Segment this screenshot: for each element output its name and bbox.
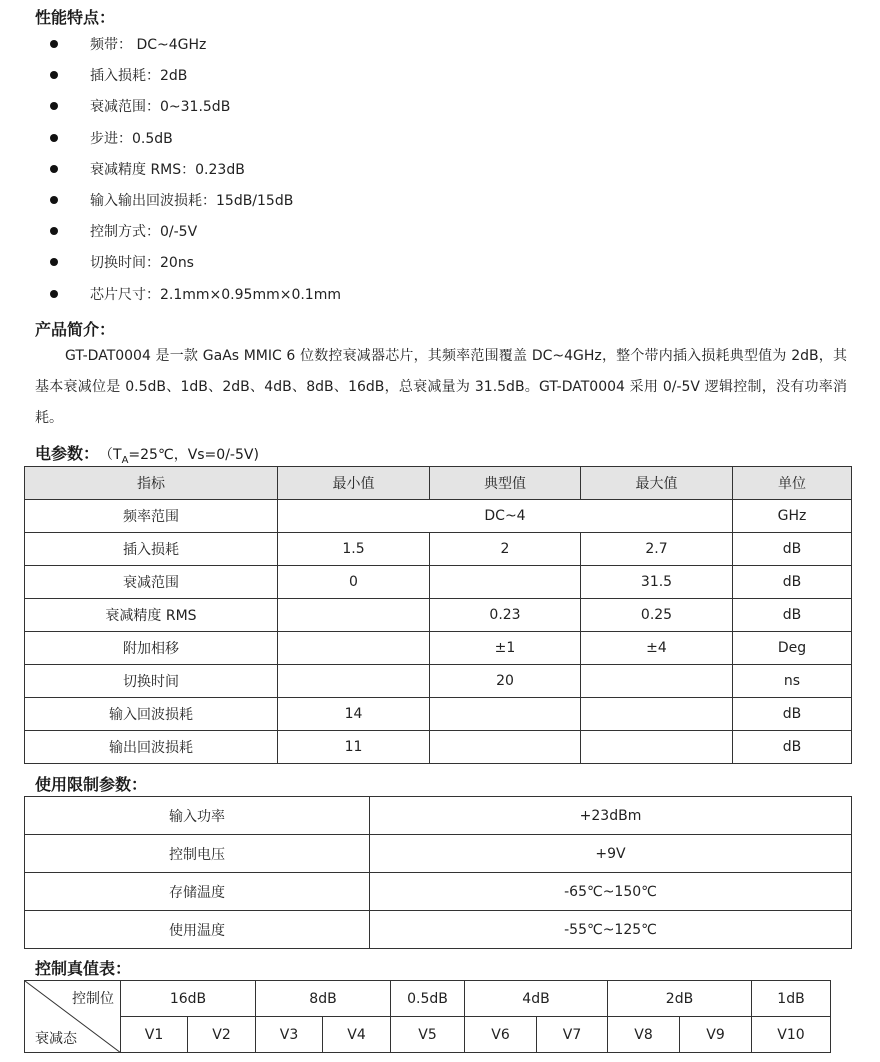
table-cell: dB xyxy=(733,731,852,764)
feature-item xyxy=(50,96,231,116)
feature-text: 切换时间：20ns xyxy=(90,255,194,272)
table-row xyxy=(25,500,852,533)
table-cell xyxy=(278,665,430,698)
table-cell: ±4 xyxy=(581,632,733,665)
control-line-cell: V1 xyxy=(121,1017,188,1053)
table-row xyxy=(25,731,852,764)
table-cell xyxy=(278,632,430,665)
bullet-icon xyxy=(50,165,58,173)
table-cell xyxy=(430,731,581,764)
table-cell: dB xyxy=(733,566,852,599)
table-cell: +9V xyxy=(370,835,852,873)
feature-item xyxy=(50,284,341,304)
electrical-conditions: （$T_A=25℃$，Vs=0/-5V) xyxy=(99,447,259,466)
table-cell: 衰减范围 xyxy=(25,566,278,599)
control-line-cell: V4 xyxy=(323,1017,391,1053)
feature-text: 插入损耗：2dB xyxy=(90,68,188,85)
bit-cell: 16dB xyxy=(121,981,256,1017)
feature-text: 控制方式：0/-5V xyxy=(90,224,198,241)
truth-table xyxy=(24,980,831,1053)
table-row xyxy=(25,566,852,599)
table-cell: ±1 xyxy=(430,632,581,665)
control-line-cell: V5 xyxy=(391,1017,465,1053)
control-line-cell: V6 xyxy=(465,1017,537,1053)
bullet-icon xyxy=(50,258,58,266)
table-row xyxy=(25,599,852,632)
table-cell xyxy=(581,665,733,698)
table-cell xyxy=(278,599,430,632)
control-line-cell: V2 xyxy=(188,1017,256,1053)
table-cell: -65℃~150℃ xyxy=(370,873,852,911)
control-line-cell: V9 xyxy=(680,1017,752,1053)
table-cell: 0.23 xyxy=(430,599,581,632)
feature-text: 步进：0.5dB xyxy=(90,130,173,147)
bit-cell: 2dB xyxy=(608,981,752,1017)
bullet-icon xyxy=(50,196,58,204)
table-cell xyxy=(581,698,733,731)
table-header-row xyxy=(25,467,852,500)
table-cell: 频率范围 xyxy=(25,500,278,533)
header-cell: 最大值 xyxy=(581,467,733,500)
bit-cell: 8dB xyxy=(256,981,391,1017)
table-cell: 衰减精度 RMS xyxy=(25,599,278,632)
feature-item xyxy=(50,128,173,148)
feature-item xyxy=(50,190,294,210)
intro-title: 产品简介： xyxy=(35,320,116,339)
feature-item xyxy=(50,34,207,54)
table-cell: DC~4 xyxy=(278,500,733,533)
truth-lines-row xyxy=(25,1017,831,1053)
table-row xyxy=(25,797,852,835)
table-cell: 2 xyxy=(430,533,581,566)
table-cell xyxy=(430,698,581,731)
electrical-table xyxy=(24,466,852,764)
table-cell: +23dBm xyxy=(370,797,852,835)
header-cell: 典型值 xyxy=(430,467,581,500)
corner-cell xyxy=(25,981,121,1053)
table-row xyxy=(25,533,852,566)
control-line-cell: V7 xyxy=(537,1017,608,1053)
feature-text: 衰减精度 RMS：0.23dB xyxy=(90,161,245,178)
table-cell: 31.5 xyxy=(581,566,733,599)
table-cell: 1.5 xyxy=(278,533,430,566)
truth-bits-row xyxy=(25,981,831,1017)
table-cell xyxy=(430,566,581,599)
intro-text: GT-DAT0004 是一款 GaAs MMIC 6 位数控衰减器芯片，其频率范围覆盖 DC~4GHz，整个带内插入损耗典型值为 2dB，其基本衰减位是 0.5dB、1dB、2dB、4dB、8dB、16dB，总衰减量为 31.5dB。GT-DAT0004 采用 0/-5V 逻辑控制，没有功率消耗。 xyxy=(35,348,847,426)
table-cell: 11 xyxy=(278,731,430,764)
table-row xyxy=(25,632,852,665)
bit-cell: 1dB xyxy=(752,981,831,1017)
bit-cell: 4dB xyxy=(465,981,608,1017)
feature-item xyxy=(50,159,245,179)
feature-item xyxy=(50,65,188,85)
electrical-heading xyxy=(35,441,259,466)
table-row xyxy=(25,698,852,731)
header-cell: 单位 xyxy=(733,467,852,500)
header-cell: 最小值 xyxy=(278,467,430,500)
table-cell: Deg xyxy=(733,632,852,665)
table-cell: -55℃~125℃ xyxy=(370,911,852,949)
table-row xyxy=(25,835,852,873)
bullet-icon xyxy=(50,102,58,110)
table-cell: 输入回波损耗 xyxy=(25,698,278,731)
corner-top-label: 控制位 xyxy=(72,991,114,1007)
feature-text: 衰减范围：0~31.5dB xyxy=(90,99,231,116)
table-cell: GHz xyxy=(733,500,852,533)
feature-text: 输入输出回波损耗：15dB/15dB xyxy=(90,193,294,209)
corner-bottom-label: 衰减态 xyxy=(35,1031,77,1047)
bullet-icon xyxy=(50,71,58,79)
table-cell: 20 xyxy=(430,665,581,698)
control-line-cell: V10 xyxy=(752,1017,831,1053)
table-cell: 0 xyxy=(278,566,430,599)
table-cell: 输入功率 xyxy=(25,797,370,835)
table-row xyxy=(25,665,852,698)
table-cell: ns xyxy=(733,665,852,698)
header-cell: 指标 xyxy=(25,467,278,500)
bullet-icon xyxy=(50,227,58,235)
feature-text: 芯片尺寸：2.1mm×0.95mm×0.1mm xyxy=(90,286,341,303)
table-row xyxy=(25,873,852,911)
table-row xyxy=(25,911,852,949)
control-line-cell: V3 xyxy=(256,1017,323,1053)
table-cell: 存储温度 xyxy=(25,873,370,911)
feature-text: 频带： DC~4GHz xyxy=(90,37,207,53)
table-cell: 插入损耗 xyxy=(25,533,278,566)
bullet-icon xyxy=(50,134,58,142)
table-cell: 2.7 xyxy=(581,533,733,566)
table-cell: 输出回波损耗 xyxy=(25,731,278,764)
bit-cell: 0.5dB xyxy=(391,981,465,1017)
table-cell: 0.25 xyxy=(581,599,733,632)
electrical-title: 电参数： xyxy=(35,444,100,463)
table-cell: dB xyxy=(733,533,852,566)
limits-title: 使用限制参数： xyxy=(35,775,148,794)
features-title: 性能特点： xyxy=(35,8,116,27)
limits-table xyxy=(24,796,852,949)
table-cell: dB xyxy=(733,698,852,731)
table-cell: 使用温度 xyxy=(25,911,370,949)
truth-title: 控制真值表： xyxy=(35,959,132,978)
bullet-icon xyxy=(50,290,58,298)
table-cell: dB xyxy=(733,599,852,632)
table-cell: 切换时间 xyxy=(25,665,278,698)
feature-item xyxy=(50,252,194,272)
table-cell: 14 xyxy=(278,698,430,731)
feature-item xyxy=(50,221,198,241)
table-cell: 控制电压 xyxy=(25,835,370,873)
bullet-icon xyxy=(50,40,58,48)
table-cell xyxy=(581,731,733,764)
table-cell: 附加相移 xyxy=(25,632,278,665)
control-line-cell: V8 xyxy=(608,1017,680,1053)
